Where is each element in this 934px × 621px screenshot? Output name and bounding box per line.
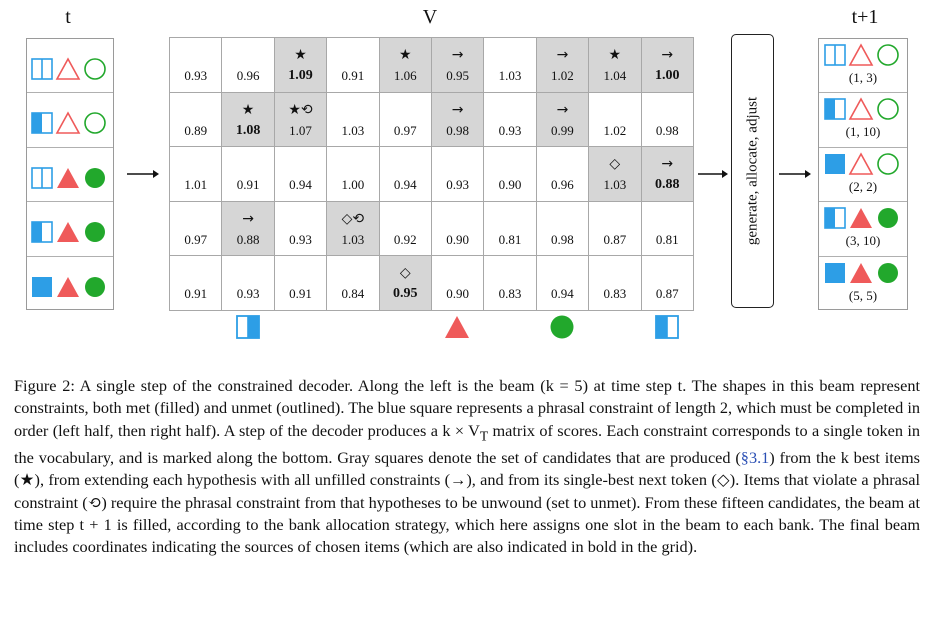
matrix-row xyxy=(170,256,694,311)
candidate-symbol: ★⟲ xyxy=(288,101,313,118)
matrix-cell xyxy=(379,147,431,202)
matrix-row xyxy=(170,201,694,256)
score-value: 0.91 xyxy=(184,286,208,302)
matrix-cell xyxy=(327,201,379,256)
matrix-cell xyxy=(327,147,379,202)
circle-token-icon xyxy=(549,314,575,340)
matrix-cell xyxy=(274,147,326,202)
matrix-cell xyxy=(536,147,588,202)
constraint-shapes xyxy=(822,43,904,67)
phrasal-constraint-icon xyxy=(825,45,845,65)
score-value: 0.90 xyxy=(498,177,522,193)
phrasal-constraint-icon xyxy=(825,263,845,283)
matrix-cell xyxy=(484,92,536,147)
score-value: 0.96 xyxy=(236,68,260,83)
arrow-right-icon xyxy=(697,167,729,181)
constraint-shapes xyxy=(822,152,904,176)
candidate-symbol: ◇⟲ xyxy=(341,210,365,227)
matrix-cell xyxy=(431,256,483,311)
beam-row xyxy=(819,93,907,147)
matrix-cell xyxy=(274,256,326,311)
beam-row xyxy=(819,257,907,311)
score-value: 0.88 xyxy=(654,177,680,193)
candidate-symbol: → xyxy=(661,47,674,63)
circle-constraint-icon xyxy=(878,263,898,283)
caption-part-3: ) from the k best items (★), from extending each hypothesis with all unfilled constraints (→), and from its single-best next token (◇). Items that violate a phrasal constraint (⟲) require the phrasal constraint from that hypotheses to be unwound (set to unmet). From these fifteen candidates, the beam at time step t + 1 is filled, according to the bank allocation strategy, which here assigns one slot in the beam to each bank. The final beam includes coordinates indicating the sources of chosen items (which are also indicated in bold in the grid). xyxy=(14,448,921,557)
beam-t xyxy=(26,38,114,310)
score-value: 0.98 xyxy=(551,231,574,247)
score-value: 1.07 xyxy=(289,122,312,138)
score-value: 0.98 xyxy=(655,122,679,138)
score-value: 0.97 xyxy=(393,122,417,138)
circle-constraint-icon xyxy=(878,154,898,174)
candidate-symbol: → xyxy=(451,47,464,63)
score-value: 1.03 xyxy=(341,122,365,138)
matrix-cell xyxy=(222,38,274,93)
score-value: 1.03 xyxy=(341,231,365,247)
phrasal-constraint-icon xyxy=(32,222,52,242)
matrix-cell xyxy=(170,256,222,311)
score-value: 1.04 xyxy=(603,68,627,83)
candidate-symbol: → xyxy=(451,101,464,118)
triangle-constraint-icon xyxy=(57,59,79,79)
circle-constraint-icon xyxy=(878,99,898,119)
matrix-cell xyxy=(379,201,431,256)
phrasal-constraint-icon xyxy=(32,168,52,188)
matrix-cell xyxy=(431,201,483,256)
constraint-shapes xyxy=(822,97,904,121)
generate-allocate-adjust-text: generate, allocate, adjust xyxy=(744,96,760,246)
score-value: 0.96 xyxy=(551,177,574,193)
circle-constraint-icon xyxy=(85,222,105,242)
phrasal-constraint-icon xyxy=(32,59,52,79)
matrix-cell xyxy=(379,38,431,93)
matrix-cell xyxy=(641,147,693,202)
score-value: 1.00 xyxy=(654,68,680,83)
beam-row xyxy=(819,39,907,93)
candidate-symbol: ◇ xyxy=(609,156,621,173)
circle-constraint-icon xyxy=(878,208,898,228)
score-value: 0.81 xyxy=(655,231,679,247)
triangle-constraint-icon xyxy=(57,222,79,242)
phrasal-token-icon xyxy=(654,314,680,340)
phrasal-constraint-icon xyxy=(32,113,52,133)
score-matrix xyxy=(169,37,694,311)
score-value: 0.90 xyxy=(446,231,470,247)
phrasal-constraint-icon xyxy=(32,277,52,297)
circle-constraint-icon xyxy=(85,168,105,188)
matrix-cell xyxy=(484,38,536,93)
candidate-symbol: → xyxy=(556,47,569,63)
score-value: 0.92 xyxy=(393,231,417,247)
phrasal-constraint-icon xyxy=(825,99,845,119)
constraint-shapes xyxy=(822,261,904,285)
matrix-cell xyxy=(327,38,379,93)
beam-row xyxy=(27,93,113,147)
matrix-cell xyxy=(379,256,431,311)
phrasal-constraint-icon xyxy=(825,154,845,174)
triangle-token-icon xyxy=(444,314,470,340)
beam-t-plus-1 xyxy=(818,38,908,310)
candidate-symbol: → xyxy=(661,156,674,173)
arrow-right-icon xyxy=(126,167,160,181)
score-value: 0.94 xyxy=(551,286,574,302)
constraint-shapes xyxy=(29,275,111,299)
source-coordinate: (1, 10) xyxy=(845,124,881,140)
matrix-cell xyxy=(536,201,588,256)
matrix-cell xyxy=(170,38,222,93)
matrix-cell xyxy=(431,38,483,93)
score-value: 0.89 xyxy=(184,122,208,138)
circle-constraint-icon xyxy=(85,277,105,297)
matrix-cell xyxy=(484,256,536,311)
matrix-cell xyxy=(536,256,588,311)
score-value: 0.83 xyxy=(498,286,522,302)
matrix-cell xyxy=(274,201,326,256)
candidate-symbol: ★ xyxy=(241,101,255,118)
matrix-cell xyxy=(641,256,693,311)
score-value: 0.90 xyxy=(446,286,470,302)
score-value: 0.93 xyxy=(236,286,260,302)
beam-row xyxy=(27,148,113,202)
matrix-cell xyxy=(379,92,431,147)
source-coordinate: (5, 5) xyxy=(848,287,878,303)
score-value: 0.88 xyxy=(236,231,260,247)
candidate-symbol: → xyxy=(242,210,254,227)
matrix-cell xyxy=(170,147,222,202)
beam-row xyxy=(27,202,113,256)
triangle-constraint-icon xyxy=(57,277,79,297)
triangle-constraint-icon xyxy=(850,154,872,174)
score-value: 0.84 xyxy=(341,286,365,302)
phrasal-token-icon xyxy=(235,314,261,340)
score-value: 1.03 xyxy=(498,68,522,83)
triangle-constraint-icon xyxy=(57,113,79,133)
beam-t1-label: t+1 xyxy=(851,6,879,28)
matrix-cell xyxy=(327,92,379,147)
score-value: 0.93 xyxy=(289,231,312,247)
matrix-cell xyxy=(431,92,483,147)
score-value: 0.83 xyxy=(603,286,627,302)
matrix-cell xyxy=(222,201,274,256)
matrix-cell xyxy=(222,92,274,147)
score-value: 0.93 xyxy=(498,122,522,138)
matrix-row xyxy=(170,38,694,93)
matrix-cell xyxy=(589,256,641,311)
matrix-cell xyxy=(274,38,326,93)
matrix-cell xyxy=(641,92,693,147)
matrix-cell xyxy=(484,147,536,202)
circle-constraint-icon xyxy=(878,45,898,65)
source-coordinate: (1, 3) xyxy=(848,70,878,85)
candidate-symbol: ◇ xyxy=(399,265,411,282)
phrasal-constraint-icon xyxy=(825,208,845,228)
beam-row xyxy=(27,257,113,311)
triangle-constraint-icon xyxy=(850,99,872,119)
score-value: 1.02 xyxy=(603,122,627,138)
matrix-cell xyxy=(641,38,693,93)
matrix-cell xyxy=(589,201,641,256)
score-value: 1.03 xyxy=(603,177,627,193)
score-value: 1.01 xyxy=(184,177,208,193)
triangle-constraint-icon xyxy=(850,263,872,283)
score-value: 0.93 xyxy=(446,177,470,193)
score-value: 0.91 xyxy=(341,68,365,83)
candidate-symbol: → xyxy=(556,101,569,118)
circle-constraint-icon xyxy=(85,59,105,79)
generate-allocate-adjust-box xyxy=(731,34,774,308)
score-value: 0.87 xyxy=(603,231,627,247)
beam-row xyxy=(27,39,113,93)
source-coordinate: (2, 2) xyxy=(848,178,878,194)
candidate-symbol: ★ xyxy=(398,47,412,63)
section-reference-link[interactable]: §3.1 xyxy=(740,448,770,468)
candidate-symbol: ★ xyxy=(608,47,622,63)
score-value: 0.99 xyxy=(551,122,574,138)
arrow-right-icon xyxy=(778,167,812,181)
circle-constraint-icon xyxy=(85,113,105,133)
matrix-row xyxy=(170,92,694,147)
matrix-cell xyxy=(536,38,588,93)
score-value: 0.97 xyxy=(184,231,208,247)
matrix-cell xyxy=(589,38,641,93)
matrix-row xyxy=(170,147,694,202)
matrix-cell xyxy=(222,147,274,202)
matrix-cell xyxy=(641,201,693,256)
matrix-cell xyxy=(170,92,222,147)
beam-t-label: t xyxy=(65,6,71,28)
score-value: 0.98 xyxy=(446,122,470,138)
score-value: 0.81 xyxy=(498,231,522,247)
constraint-shapes xyxy=(29,220,111,244)
matrix-cell xyxy=(274,92,326,147)
caption-subscript: T xyxy=(479,427,489,443)
score-value: 0.93 xyxy=(184,68,208,83)
matrix-cell xyxy=(222,256,274,311)
matrix-cell xyxy=(431,147,483,202)
matrix-cell xyxy=(589,147,641,202)
matrix-cell xyxy=(327,256,379,311)
score-value: 0.91 xyxy=(289,286,312,302)
constraint-shapes xyxy=(29,166,111,190)
score-value: 1.06 xyxy=(393,68,417,83)
vocab-label: V xyxy=(422,6,438,28)
source-coordinate: (3, 10) xyxy=(845,233,881,249)
constraint-shapes xyxy=(29,111,111,135)
triangle-constraint-icon xyxy=(850,45,872,65)
score-value: 1.02 xyxy=(551,68,574,83)
score-value: 1.08 xyxy=(235,122,261,138)
score-value: 0.95 xyxy=(446,68,470,83)
candidate-symbol: ★ xyxy=(294,47,307,63)
caption-part-1: Figure 2: A single step of the constrained decoder. Along the left is the beam (k = 5) at time step t. The shapes in this beam represent constraints, both met (filled) and unmet (outlined). The blue square represents a phrasal constraint of length 2, which must be completed in order (left half, then right half). A step of the decoder produces a k × V xyxy=(14,376,920,440)
figure-caption xyxy=(14,375,920,559)
score-value: 0.91 xyxy=(236,177,260,193)
beam-row xyxy=(819,202,907,256)
score-value: 1.09 xyxy=(288,68,313,83)
beam-row xyxy=(819,148,907,202)
score-value: 1.00 xyxy=(341,177,365,193)
caption-part-2: matrix of scores. Each constraint corresponds to a single token in the vocabulary, and is marked along the bottom. Gray squares denote the set of candidates that are produced ( xyxy=(14,420,920,468)
triangle-constraint-icon xyxy=(850,208,872,228)
score-value: 0.95 xyxy=(393,286,418,302)
constraint-shapes xyxy=(29,57,111,81)
matrix-cell xyxy=(170,201,222,256)
score-value: 0.87 xyxy=(655,286,679,302)
triangle-constraint-icon xyxy=(57,168,79,188)
score-value: 0.94 xyxy=(289,177,312,193)
matrix-cell xyxy=(484,201,536,256)
score-value: 0.94 xyxy=(393,177,417,193)
constraint-shapes xyxy=(822,206,904,230)
matrix-cell xyxy=(536,92,588,147)
matrix-cell xyxy=(589,92,641,147)
